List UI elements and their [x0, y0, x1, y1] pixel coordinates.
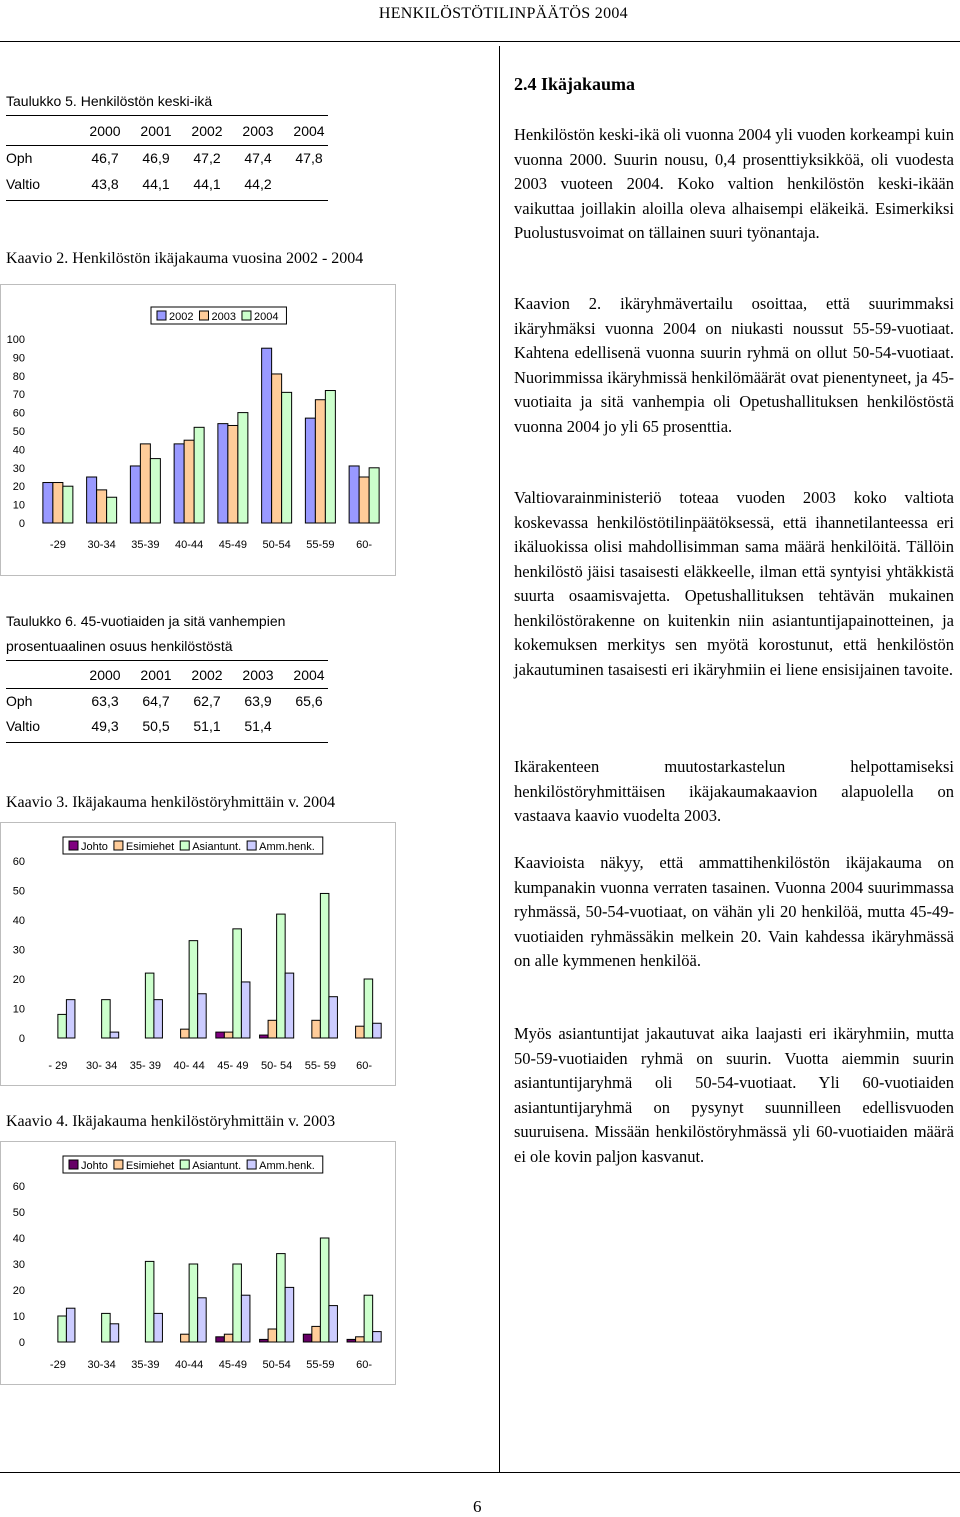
- table5-row-label: Valtio: [6, 176, 40, 192]
- y-tick-label: 60: [12, 407, 25, 420]
- table5-top-rule: [6, 115, 328, 116]
- bar-2004: [107, 497, 117, 523]
- y-tick-label: 70: [12, 389, 25, 402]
- bar-2003: [97, 490, 107, 523]
- table5-cell: 44,1: [142, 176, 170, 192]
- bar-johto: [216, 1337, 225, 1342]
- paragraph-3: [514, 486, 954, 682]
- legend-label: Asiantunt.: [192, 1160, 242, 1172]
- y-tick-label: 100: [6, 334, 25, 346]
- bar-amm-henk-: [241, 1295, 250, 1342]
- table6-cell: 63,3: [91, 693, 119, 709]
- x-tick-label: 60-: [356, 1060, 373, 1072]
- bar-2003: [315, 400, 325, 523]
- bar-asiantunt-: [233, 929, 242, 1038]
- table6-year: 2000: [89, 667, 121, 683]
- table6-title-line2: prosentuaalinen osuus henkilöstöstä: [6, 638, 233, 654]
- table6-cell: 63,9: [244, 693, 272, 709]
- table5-year: 2004: [293, 123, 325, 139]
- bar-amm-henk-: [66, 1308, 75, 1342]
- paragraph-6: [514, 1022, 954, 1169]
- legend-swatch: [69, 1160, 78, 1169]
- y-tick-label: 90: [12, 352, 25, 365]
- chart-legend: [157, 311, 278, 323]
- table6-row-label: Oph: [6, 693, 33, 709]
- table5-cell: 44,1: [193, 176, 221, 192]
- table6-top-rule: [6, 660, 328, 661]
- x-tick-label: 50- 54: [261, 1060, 293, 1072]
- x-tick-label: 50-54: [262, 1359, 291, 1371]
- x-tick-label: 30- 34: [86, 1060, 118, 1072]
- legend-swatch: [199, 311, 208, 320]
- table5-year: 2002: [191, 123, 223, 139]
- paragraph-5: [514, 851, 954, 974]
- bar-esimiehet: [224, 1032, 233, 1038]
- table6-mid-rule: [6, 688, 328, 689]
- x-tick-label: 50-54: [262, 539, 291, 551]
- bar-asiantunt-: [233, 1264, 242, 1342]
- bar-2002: [87, 477, 97, 523]
- x-tick-label: 55-59: [306, 1359, 335, 1371]
- bar-2003: [359, 477, 369, 523]
- legend-label: 2003: [211, 311, 236, 323]
- legend-swatch: [242, 311, 251, 320]
- y-tick-label: 20: [12, 481, 25, 494]
- bar-2002: [262, 348, 272, 523]
- x-tick-label: 35- 39: [129, 1060, 161, 1072]
- bar-amm-henk-: [66, 1000, 75, 1038]
- x-tick-label: 60-: [356, 539, 373, 551]
- chart-legend: [69, 841, 315, 853]
- chart-kaavio4: [0, 1141, 396, 1385]
- paragraph-text: Valtiovarainministeriö toteaa vuoden 2003 koko valtiota koskevassa henkilöstötilinpäätöksessä, että ihannetilanteessa eri ikäluokissa olisi mahdollisimman sama määrä henkilöitä. Tällöin henkilöstö jäisi tasaisesti eläkkeelle, ilman että syntyisi yhtäkkistä suurta osaamisvajetta. Opetushallituksen tehtävän mukainen henkilöstörakenne on kuitenkin niin asiantuntijapainotteinen, ja kokemuksen merkitys sen myötä korostunut, että henkilöstön jakautuminen tasaisesti eri ikäryhmiin ei liene ensisijainen tavoite.: [514, 488, 954, 679]
- x-tick-label: 35-39: [131, 1359, 160, 1371]
- table6-year: 2001: [140, 667, 172, 683]
- legend-label: 2002: [169, 311, 194, 323]
- y-tick-label: 80: [12, 370, 25, 383]
- chart-kaavio3: [0, 822, 396, 1086]
- table5-year: 2003: [242, 123, 274, 139]
- x-tick-label: -29: [49, 539, 66, 551]
- bar-amm-henk-: [285, 973, 294, 1038]
- table6-cell: 64,7: [142, 693, 170, 709]
- x-tick-label: - 29: [48, 1060, 68, 1072]
- x-tick-label: 30-34: [87, 1359, 116, 1371]
- chart-kaavio4-svg: [1, 1142, 395, 1384]
- y-tick-label: 60: [12, 856, 25, 868]
- bar-asiantunt-: [364, 979, 373, 1038]
- table5-year: 2001: [140, 123, 172, 139]
- bar-asiantunt-: [277, 1254, 286, 1342]
- bar-amm-henk-: [373, 1023, 382, 1038]
- bar-amm-henk-: [154, 1000, 163, 1038]
- bar-amm-henk-: [154, 1313, 163, 1342]
- bar-2002: [218, 424, 228, 523]
- bar-amm-henk-: [110, 1324, 119, 1342]
- bar-2003: [140, 444, 150, 523]
- legend-swatch: [247, 1160, 256, 1169]
- bar-amm-henk-: [329, 1306, 338, 1342]
- y-tick-label: 0: [18, 518, 25, 530]
- y-tick-label: 20: [12, 1285, 25, 1297]
- paragraph-1: [514, 123, 954, 246]
- bar-2002: [43, 483, 53, 523]
- y-tick-label: 50: [12, 1207, 25, 1219]
- x-tick-label: 40- 44: [173, 1060, 205, 1072]
- y-tick-label: 10: [12, 1311, 25, 1323]
- y-tick-label: 40: [12, 444, 25, 457]
- y-tick-label: 10: [12, 1003, 25, 1016]
- footer-rule: [0, 1472, 960, 1473]
- y-tick-label: 30: [12, 462, 25, 475]
- bar-esimiehet: [312, 1326, 321, 1342]
- x-tick-label: 45-49: [218, 539, 247, 551]
- bar-asiantunt-: [102, 1000, 111, 1038]
- kaavio2-caption: Kaavio 2. Henkilöstön ikäjakauma vuosina 2002 - 2004: [6, 250, 364, 267]
- table6-cell: 65,6: [295, 693, 323, 709]
- running-header: HENKILÖSTÖTILINPÄÄTÖS 2004: [378, 5, 628, 22]
- bar-2003: [272, 374, 282, 523]
- bar-esimiehet: [224, 1334, 233, 1342]
- bar-johto: [260, 1339, 269, 1342]
- bar-2004: [282, 392, 292, 523]
- y-tick-label: 0: [18, 1033, 25, 1045]
- legend-label: Asiantunt.: [192, 841, 242, 853]
- bar-asiantunt-: [189, 941, 198, 1038]
- bar-amm-henk-: [241, 982, 250, 1038]
- bar-johto: [303, 1334, 312, 1342]
- bar-2003: [228, 425, 238, 523]
- bar-esimiehet: [268, 1329, 277, 1342]
- table6-cell: 49,3: [91, 718, 119, 734]
- chart-kaavio2: [0, 284, 396, 576]
- legend-swatch: [69, 841, 78, 850]
- bar-2004: [238, 413, 248, 523]
- bar-asiantunt-: [145, 973, 154, 1038]
- bar-esimiehet: [356, 1337, 365, 1342]
- table6-title-line1: Taulukko 6. 45-vuotiaiden ja sitä vanhempien: [6, 613, 286, 629]
- bar-amm-henk-: [198, 994, 207, 1038]
- x-tick-label: -29: [49, 1359, 66, 1371]
- bar-2004: [150, 459, 160, 523]
- bar-esimiehet: [181, 1334, 190, 1342]
- legend-swatch: [114, 1160, 123, 1169]
- bar-2004: [325, 391, 335, 523]
- column-divider: [499, 46, 500, 1472]
- bar-asiantunt-: [145, 1261, 154, 1342]
- table5-cell: 47,2: [193, 150, 221, 166]
- y-tick-label: 40: [12, 915, 25, 927]
- bar-asiantunt-: [364, 1295, 373, 1342]
- legend-label: Amm.henk.: [259, 1160, 315, 1172]
- paragraph-text: Kaavion 2. ikäryhmävertailu osoittaa, että suurimmaksi ikäryhmäksi vuonna 2004 on niukasti noussut 55-59-vuotiaat. Kahtena edellisenä vuonna suurin ryhmä on ollut 50-54-vuotiaat. Nuorimmissa ikäryhmissä henkilömäärät ovat pienentyneet, ja 45-vuotiaita ja sitä vanhempia oli Opetushallituksen henkilöstöstä vuonna 2004 jo yli 65 prosenttia.: [514, 294, 954, 436]
- table5-cell: 46,7: [91, 150, 119, 166]
- table6-year: 2004: [293, 667, 325, 683]
- table5-cell: 46,9: [142, 150, 170, 166]
- bar-2004: [194, 427, 204, 523]
- bar-johto: [260, 1035, 269, 1038]
- x-tick-label: 60-: [356, 1359, 373, 1371]
- x-tick-label: 45- 49: [217, 1060, 249, 1072]
- bar-esimiehet: [181, 1029, 190, 1038]
- bar-asiantunt-: [277, 914, 286, 1038]
- legend-swatch: [157, 311, 166, 320]
- table6-bottom-rule: [6, 742, 328, 743]
- table6-cell: 51,4: [244, 718, 272, 734]
- bar-esimiehet: [356, 1026, 365, 1038]
- y-tick-label: 10: [12, 499, 25, 512]
- bar-esimiehet: [312, 1020, 321, 1038]
- bar-johto: [216, 1032, 225, 1038]
- y-tick-label: 30: [12, 1259, 25, 1271]
- legend-label: Amm.henk.: [259, 841, 315, 853]
- kaavio3-caption: Kaavio 3. Ikäjakauma henkilöstöryhmittäin v. 2004: [6, 794, 336, 811]
- y-tick-label: 30: [12, 944, 25, 957]
- table5-cell: 43,8: [91, 176, 119, 192]
- bar-amm-henk-: [373, 1332, 382, 1342]
- header-rule: [0, 41, 960, 42]
- legend-swatch: [247, 841, 256, 850]
- bar-asiantunt-: [320, 1238, 329, 1342]
- bar-esimiehet: [268, 1020, 277, 1038]
- table5-title: Taulukko 5. Henkilöstön keski-ikä: [6, 93, 213, 109]
- paragraph-4: [514, 755, 954, 829]
- x-tick-label: 40-44: [175, 1359, 204, 1371]
- legend-label: Johto: [81, 841, 108, 853]
- y-tick-label: 50: [12, 885, 25, 898]
- legend-label: Johto: [81, 1160, 108, 1172]
- x-tick-label: 55-59: [306, 539, 335, 551]
- paragraph-text: Henkilöstön keski-ikä oli vuonna 2004 yli vuoden korkeampi kuin vuonna 2000. Suurin nousu, 0,4 prosenttiyksikköä, oli vuodesta 2003 vuoteen 2004. Koko valtion henkilöstön keski-ikään vaikuttaa joillakin aloilla oleva alhaisempi eläkeikä. Esimerkiksi Puolustusvoimat on tällainen suuri työnantaja.: [514, 125, 954, 242]
- table5-mid-rule: [6, 145, 328, 146]
- x-tick-label: 55- 59: [304, 1060, 336, 1072]
- table6-cell: 62,7: [193, 693, 221, 709]
- table6-year: 2003: [242, 667, 274, 683]
- page-number: 6: [473, 1497, 482, 1516]
- paragraph-text: Myös asiantuntijat jakautuvat aika laajasti eri ikäryhmiin, mutta 50-59-vuotiaiden ryhmä on suurin. Vuotta aiemmin suurin asiantuntijaryhmä oli 50-54-vuotiaat. Yli 60-vuotiaiden asiantuntijaryhmä on pysynyt suunnilleen edellisvuoden suuruisena. Missään henkilöstöryhmässä yli 60-vuotiaiden määrä ei ole kovin paljon kasvanut.: [514, 1024, 954, 1166]
- legend-label: 2004: [253, 311, 279, 323]
- table5-cell: 47,8: [295, 150, 323, 166]
- table5-row-label: Oph: [6, 150, 33, 166]
- table5-cell: 47,4: [244, 150, 272, 166]
- bar-2004: [63, 486, 73, 523]
- y-tick-label: 60: [12, 1181, 25, 1193]
- y-tick-label: 50: [12, 426, 25, 438]
- bar-asiantunt-: [102, 1313, 111, 1342]
- bar-amm-henk-: [198, 1298, 207, 1342]
- legend-swatch: [180, 1160, 189, 1169]
- bar-asiantunt-: [320, 893, 329, 1038]
- bar-2003: [53, 483, 63, 523]
- kaavio4-caption: Kaavio 4. Ikäjakauma henkilöstöryhmittäin v. 2003: [6, 1113, 336, 1130]
- table5-bottom-rule: [6, 200, 328, 201]
- bar-2002: [174, 444, 184, 523]
- x-tick-label: 35-39: [131, 539, 160, 551]
- bar-2002: [349, 466, 359, 523]
- right-column: [514, 72, 954, 97]
- table6-row-label: Valtio: [6, 718, 40, 734]
- chart-kaavio3-svg: [1, 823, 395, 1085]
- table5-cell: 44,2: [244, 176, 272, 192]
- bar-johto: [347, 1339, 356, 1342]
- legend-label: Esimiehet: [125, 841, 175, 853]
- bar-asiantunt-: [58, 1316, 67, 1342]
- legend-label: Esimiehet: [125, 1160, 175, 1172]
- legend-swatch: [180, 841, 189, 850]
- table6-year: 2002: [191, 667, 223, 683]
- bar-2003: [184, 440, 194, 523]
- paragraph-2: [514, 292, 954, 439]
- bar-asiantunt-: [189, 1264, 198, 1342]
- table6-cell: 50,5: [142, 718, 170, 734]
- bar-amm-henk-: [329, 997, 338, 1038]
- x-tick-label: 30-34: [87, 539, 116, 551]
- table5-year: 2000: [89, 123, 121, 139]
- chart-kaavio2-svg: [1, 285, 395, 575]
- legend-swatch: [114, 841, 123, 850]
- section-heading: 2.4 Ikäjakauma: [514, 74, 636, 94]
- y-tick-label: 20: [12, 974, 25, 986]
- y-tick-label: 0: [18, 1337, 25, 1349]
- paragraph-text: Ikärakenteen muutostarkastelun helpottamiseksi henkilöstöryhmittäisen ikäjakaumakaavion alapuolella on vastaava kaavio vuodelta 2003.: [514, 757, 954, 825]
- bar-2004: [369, 468, 379, 523]
- paragraph-text: Kaavioista näkyy, että ammattihenkilöstön ikäjakauma on kumpanakin vuonna verraten tasainen. Vuonna 2004 suurimmassa ryhmässä, 50-54-vuotiaat, on vähän yli 20 henkilöä, mutta 45-49-vuotiaiden ryhmässäkin melkein 20. Vain kahdessa ikäryhmässä on alle kymmenen henkilöä.: [514, 853, 954, 970]
- x-tick-label: 45-49: [218, 1359, 247, 1371]
- y-tick-label: 40: [12, 1233, 25, 1245]
- bar-2002: [130, 466, 140, 523]
- bar-2002: [305, 418, 315, 523]
- x-tick-label: 40-44: [175, 539, 204, 551]
- bar-asiantunt-: [58, 1014, 67, 1038]
- chart-legend: [69, 1160, 315, 1172]
- bar-amm-henk-: [285, 1287, 294, 1342]
- table6-cell: 51,1: [193, 718, 221, 734]
- bar-amm-henk-: [110, 1032, 119, 1038]
